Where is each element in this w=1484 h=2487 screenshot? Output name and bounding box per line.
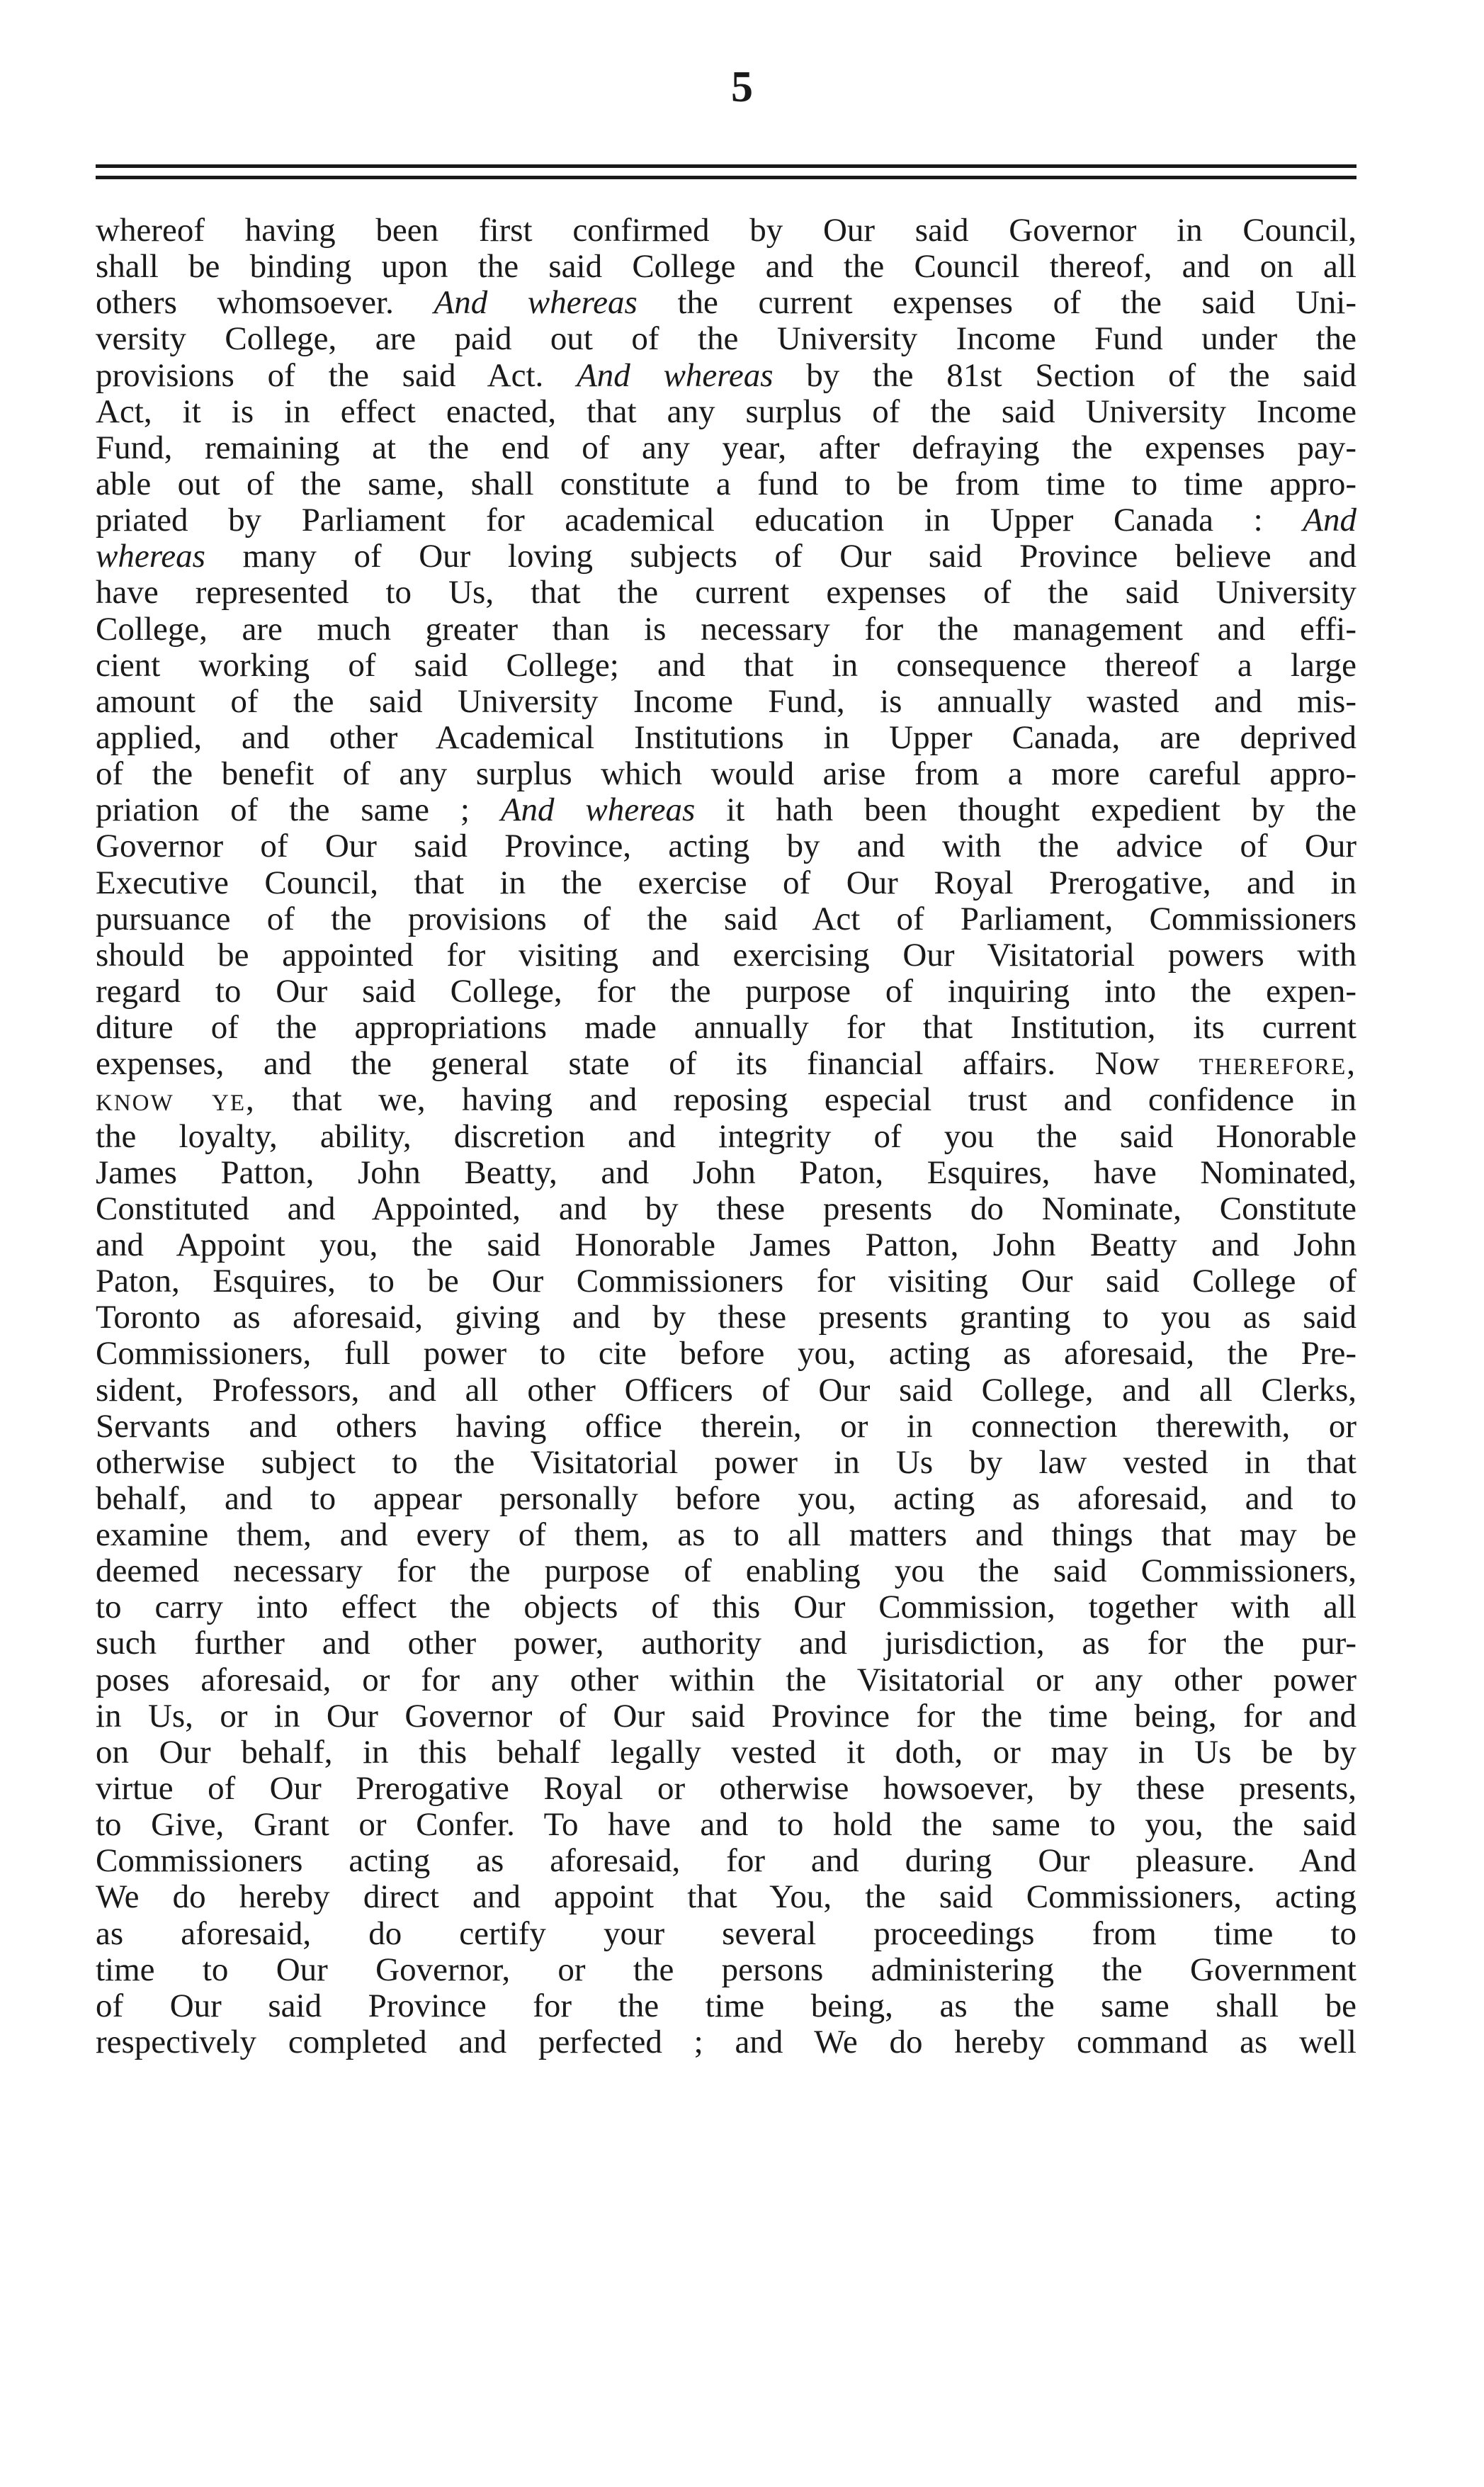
text-line	[96, 538, 1356, 575]
text-run: regard to Our said College, for the purpose of inquiring into the expen-	[96, 973, 1356, 1010]
text-line	[96, 828, 1356, 864]
italic-phrase: And	[1303, 502, 1356, 539]
italic-phrase: And whereas	[500, 792, 696, 829]
text-line	[96, 756, 1356, 792]
italic-phrase: whereas	[96, 538, 205, 575]
text-line	[96, 249, 1356, 285]
text-line	[96, 611, 1356, 648]
text-line	[96, 2024, 1356, 2060]
text-line	[96, 792, 1356, 828]
text-line	[96, 1155, 1356, 1191]
text-line	[96, 394, 1356, 430]
text-line	[96, 1879, 1356, 1915]
text-line	[96, 1409, 1356, 1445]
text-line	[96, 1735, 1356, 1771]
text-run: Toronto as aforesaid, giving and by these presents granting to you as said	[96, 1299, 1356, 1336]
text-run: of the benefit of any surplus which would arise from a more careful appro-	[96, 756, 1356, 793]
text-run: to Give, Grant or Confer. To have and to hold the same to you, the said	[96, 1807, 1356, 1844]
text-line	[96, 1191, 1356, 1227]
text-line	[96, 575, 1356, 611]
text-run: Governor of Our said Province, acting by and with the advice of Our	[96, 828, 1356, 865]
text-run: many of Our loving subjects of Our said Province believe and	[205, 538, 1356, 575]
text-run: Executive Council, that in the exercise of Our Royal Prerogative, and in	[96, 864, 1356, 901]
text-run: shall be binding upon the said College and the Council thereof, and on all	[96, 249, 1356, 286]
text-run: Fund, remaining at the end of any year, after defraying the expenses pay-	[96, 429, 1356, 466]
text-run: We do hereby direct and appoint that You, the said Commissioners, acting	[96, 1879, 1356, 1916]
text-line	[96, 1988, 1356, 2024]
text-run: on Our behalf, in this behalf legally vested it doth, or may in Us be by	[96, 1734, 1356, 1771]
text-line	[96, 1698, 1356, 1735]
text-line	[96, 430, 1356, 466]
text-run: James Patton, John Beatty, and John Paton, Esquires, have Nominated,	[96, 1154, 1356, 1191]
text-run: time to Our Governor, or the persons administering the Government	[96, 1951, 1356, 1988]
text-line	[96, 1553, 1356, 1589]
text-line	[96, 1589, 1356, 1625]
text-run: Paton, Esquires, to be Our Commissioners for visiting Our said College of	[96, 1263, 1356, 1300]
text-line	[96, 1119, 1356, 1155]
text-run: have represented to Us, that the current expenses of the said University	[96, 575, 1356, 611]
text-run: should be appointed for visiting and exercising Our Visitatorial powers with	[96, 937, 1356, 974]
text-line	[96, 1046, 1356, 1082]
text-line	[96, 648, 1356, 684]
text-line	[96, 684, 1356, 720]
page-number: 5	[731, 63, 753, 111]
text-line	[96, 1263, 1356, 1299]
text-run: others whomsoever.	[96, 285, 434, 322]
text-run: expenses, and the general state of its financial affairs. Now	[96, 1046, 1199, 1083]
text-line	[96, 901, 1356, 937]
text-line	[96, 502, 1356, 538]
text-line	[96, 1372, 1356, 1409]
text-run: priated by Parliament for academical education in Upper Canada :	[96, 502, 1303, 539]
text-line	[96, 1010, 1356, 1046]
text-line	[96, 1481, 1356, 1517]
small-caps-phrase: therefore,	[1199, 1046, 1356, 1083]
text-run: that we, having and reposing especial trust and confidence in	[255, 1082, 1356, 1119]
text-line	[96, 865, 1356, 901]
text-run: the loyalty, ability, discretion and integrity of you the said Honorable	[96, 1118, 1356, 1155]
text-line	[96, 1227, 1356, 1263]
text-line	[96, 1517, 1356, 1553]
header-rule-top	[96, 164, 1356, 168]
text-line	[96, 1299, 1356, 1336]
text-run: Servants and others having office therein, or in connection therewith, or	[96, 1408, 1356, 1445]
text-run: in Us, or in Our Governor of Our said Province for the time being, for and	[96, 1698, 1356, 1735]
text-run: deemed necessary for the purpose of enabling you the said Commissioners,	[96, 1553, 1356, 1590]
text-line	[96, 974, 1356, 1010]
text-run: respectively completed and perfected ; and We do hereby command as well	[96, 2024, 1356, 2061]
text-run: Constituted and Appointed, and by these presents do Nominate, Constitute	[96, 1190, 1356, 1227]
italic-phrase: And whereas	[434, 285, 638, 322]
body-text	[96, 213, 1356, 2060]
text-run: pursuance of the provisions of the said Act of Parliament, Commissioners	[96, 901, 1356, 937]
text-run: applied, and other Academical Institutions in Upper Canada, are deprived	[96, 719, 1356, 756]
text-run: Act, it is in effect enacted, that any surplus of the said University Income	[96, 393, 1356, 430]
italic-phrase: And whereas	[577, 357, 774, 394]
text-run: of Our said Province for the time being, as the same shall be	[96, 1987, 1356, 2024]
text-line	[96, 1952, 1356, 1988]
text-run: such further and other power, authority and jurisdiction, as for the pur-	[96, 1625, 1356, 1662]
text-run: as aforesaid, do certify your several proceedings from time to	[96, 1915, 1356, 1952]
text-run: to carry into effect the objects of this Our Commission, together with all	[96, 1589, 1356, 1626]
text-run: otherwise subject to the Visitatorial power in Us by law vested in that	[96, 1444, 1356, 1481]
text-line	[96, 1771, 1356, 1807]
text-run: poses aforesaid, or for any other within the Visitatorial or any other power	[96, 1662, 1356, 1698]
text-run: provisions of the said Act.	[96, 357, 577, 394]
header-rule-bottom	[96, 176, 1356, 179]
text-line	[96, 1445, 1356, 1481]
text-line	[96, 358, 1356, 394]
text-line	[96, 285, 1356, 321]
text-run: Commissioners acting as aforesaid, for and during Our pleasure. And	[96, 1843, 1356, 1880]
text-run: cient working of said College; and that in consequence thereof a large	[96, 647, 1356, 684]
text-run: behalf, and to appear personally before you, acting as aforesaid, and to	[96, 1480, 1356, 1517]
text-run: diture of the appropriations made annually for that Institution, its current	[96, 1010, 1356, 1047]
text-line	[96, 1625, 1356, 1662]
text-line	[96, 466, 1356, 502]
text-run: and Appoint you, the said Honorable James Patton, John Beatty and John	[96, 1226, 1356, 1263]
text-line	[96, 213, 1356, 249]
text-run: Commissioners, full power to cite before you, acting as aforesaid, the Pre-	[96, 1336, 1356, 1372]
small-caps-phrase: know ye,	[96, 1082, 256, 1119]
text-line	[96, 1807, 1356, 1843]
text-run: the current expenses of the said Uni-	[637, 285, 1356, 322]
text-run: whereof having been first confirmed by Our said Governor in Council,	[96, 213, 1356, 249]
text-line	[96, 1082, 1356, 1118]
text-line	[96, 720, 1356, 756]
text-run: amount of the said University Income Fund, is annually wasted and mis-	[96, 683, 1356, 720]
text-line	[96, 1916, 1356, 1952]
text-run: it hath been thought expedient by the	[695, 792, 1356, 829]
text-run: College, are much greater than is necessary for the management and effi-	[96, 611, 1356, 648]
text-run: virtue of Our Prerogative Royal or otherwise howsoever, by these presents,	[96, 1771, 1356, 1808]
text-run: priation of the same ;	[96, 792, 501, 829]
text-run: sident, Professors, and all other Officers of Our said College, and all Clerks,	[96, 1372, 1356, 1409]
text-line	[96, 1843, 1356, 1879]
text-run: versity College, are paid out of the University Income Fund under the	[96, 321, 1356, 358]
text-line	[96, 1336, 1356, 1372]
text-run: by the 81st Section of the said	[773, 357, 1356, 394]
text-line	[96, 937, 1356, 974]
text-run: examine them, and every of them, as to all matters and things that may be	[96, 1517, 1356, 1554]
text-run: able out of the same, shall constitute a fund to be from time to time appro-	[96, 466, 1356, 502]
text-line	[96, 1662, 1356, 1698]
text-line	[96, 321, 1356, 357]
